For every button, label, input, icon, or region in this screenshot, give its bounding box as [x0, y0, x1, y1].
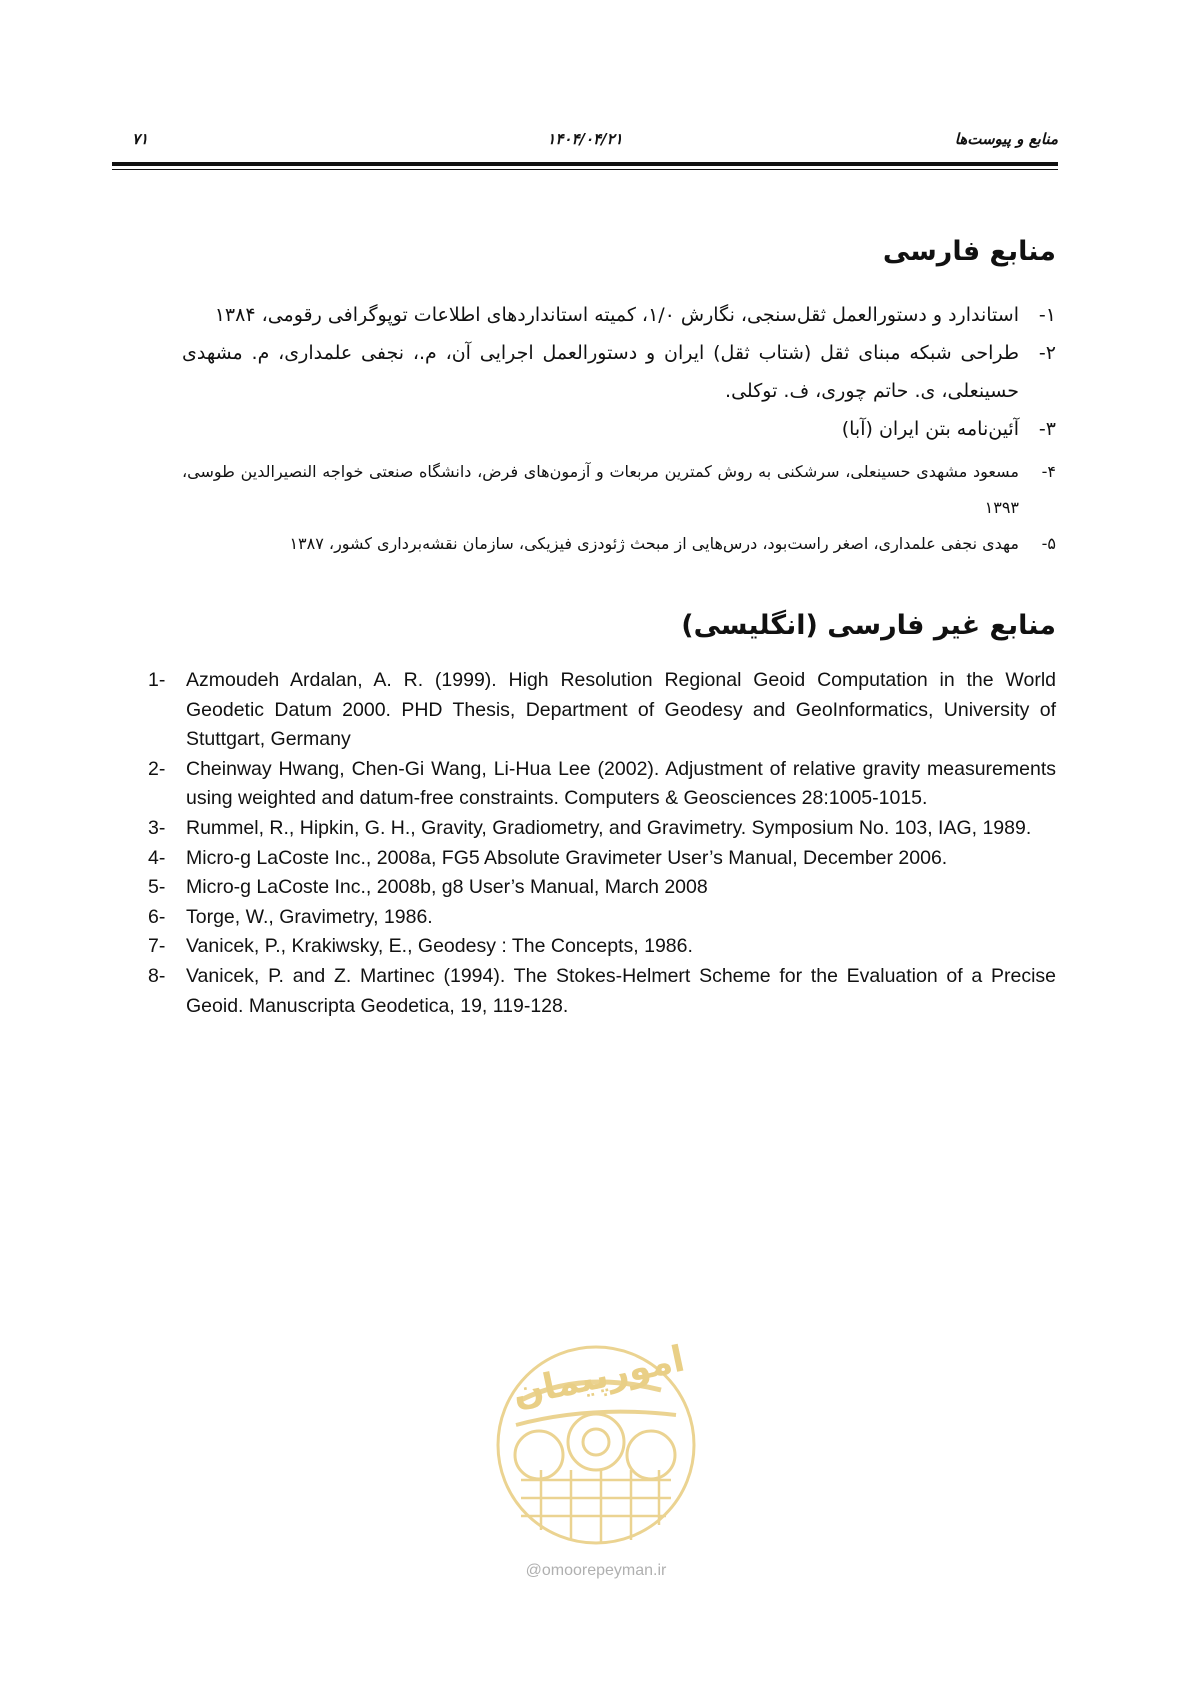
list-item-text: استاندارد و دستورالعمل ثقل‌سنجی، نگارش ۱/۰، کمیته استانداردهای اطلاعات توپوگرافی رقومی، ۱۳۸۴ — [214, 304, 1019, 326]
list-item-number: ۴- — [1041, 462, 1056, 481]
list-item-text: مسعود مشهدی حسینعلی، سرشکنی به روش کمترین مربعات و آزمون‌های فرض، دانشگاه صنعتی خواجه النصیرالدین طوسی، ۱۳۹۳ — [182, 462, 1019, 517]
list-item — [148, 932, 1056, 962]
list-item-text: Micro-g LaCoste Inc., 2008b, g8 User’s Manual, March 2008 — [186, 876, 708, 899]
list-item-number: 7- — [148, 935, 166, 958]
list-item — [182, 296, 1056, 334]
list-item — [148, 666, 1056, 755]
page-header — [112, 130, 1058, 166]
english-sources-title: منابع غیر فارسی (انگلیسی) — [681, 610, 1056, 641]
list-item-text: Cheinway Hwang, Chen-Gi Wang, Li-Hua Lee (2002). Adjustment of relative gravity measurements using weighted and datum-free constraints. Computers & Geosciences 28:1005-1015. — [186, 757, 1056, 810]
list-item-number: ۱- — [1038, 304, 1056, 326]
list-item-text: Vanicek, P. and Z. Martinec (1994). The Stokes-Helmert Scheme for the Evaluation of a Precise Geoid. Manuscripta Geodetica, 19, 119-128. — [186, 964, 1056, 1017]
list-item — [182, 410, 1056, 448]
list-item-number: ۳- — [1038, 418, 1056, 440]
header-date: ۱۴۰۴/۰۴/۲۱ — [547, 130, 623, 148]
list-item-number: 2- — [148, 757, 166, 780]
list-item — [182, 334, 1056, 410]
list-item-text: مهدی نجفی علمداری، اصغر راست‌بود، درس‌هایی از مبحث ژئودزی فیزیکی، سازمان نقشه‌برداری کشور، ۱۳۸۷ — [289, 534, 1019, 553]
list-item-number: 3- — [148, 816, 166, 839]
list-item — [182, 454, 1056, 526]
list-item-number: 5- — [148, 876, 166, 899]
list-item — [148, 814, 1056, 844]
list-item — [148, 755, 1056, 814]
list-item — [148, 844, 1056, 874]
list-item — [148, 873, 1056, 903]
list-item-number: 6- — [148, 905, 166, 928]
list-item-number: ۲- — [1038, 342, 1056, 364]
list-item-text: طراحی شبکه مبنای ثقل (شتاب ثقل) ایران و دستورالعمل اجرایی آن، م.، نجفی علمداری، م. مشهدی حسینعلی، ی. حاتم چوری، ف. توکلی. — [182, 342, 1019, 402]
header-rule-thin — [112, 169, 1058, 170]
list-item-number: 1- — [148, 669, 166, 691]
list-item-text: Azmoudeh Ardalan, A. R. (1999). High Resolution Regional Geoid Computation in the World Geodetic Datum 2000. PHD Thesis, Department of Geodesy and GeoInformatics, University of Stuttgart, Germany — [186, 669, 1056, 751]
header-page-number: ۷۱ — [132, 130, 149, 148]
list-item — [148, 962, 1056, 1021]
list-item-number: 4- — [148, 846, 166, 869]
list-item — [182, 526, 1056, 562]
list-item-text: آئین‌نامه بتن ایران (آبا) — [841, 418, 1019, 440]
watermark-logo — [491, 1330, 701, 1560]
header-section-title: منابع و پیوست‌ها — [954, 130, 1058, 148]
list-item-text: Micro-g LaCoste Inc., 2008a, FG5 Absolute Gravimeter User’s Manual, December 2006. — [186, 846, 948, 869]
list-item-text: Vanicek, P., Krakiwsky, E., Geodesy : The Concepts, 1986. — [186, 935, 693, 958]
persian-sources-title: منابع فارسی — [882, 236, 1056, 267]
watermark-logo-text: امورپیمان — [508, 1338, 689, 1415]
watermark-url: @omoorepeyman.ir — [525, 1562, 667, 1579]
list-item-text: Rummel, R., Hipkin, G. H., Gravity, Gradiometry, and Gravimetry. Symposium No. 103, IAG, 1989. — [186, 816, 1032, 839]
list-item — [148, 903, 1056, 933]
list-item-text: Torge, W., Gravimetry, 1986. — [186, 905, 433, 928]
persian-sources-list — [182, 296, 1056, 562]
header-rule-thick — [112, 162, 1058, 166]
list-item-number: ۵- — [1041, 534, 1056, 553]
english-sources-list — [148, 666, 1056, 1021]
list-item-number: 8- — [148, 964, 166, 987]
